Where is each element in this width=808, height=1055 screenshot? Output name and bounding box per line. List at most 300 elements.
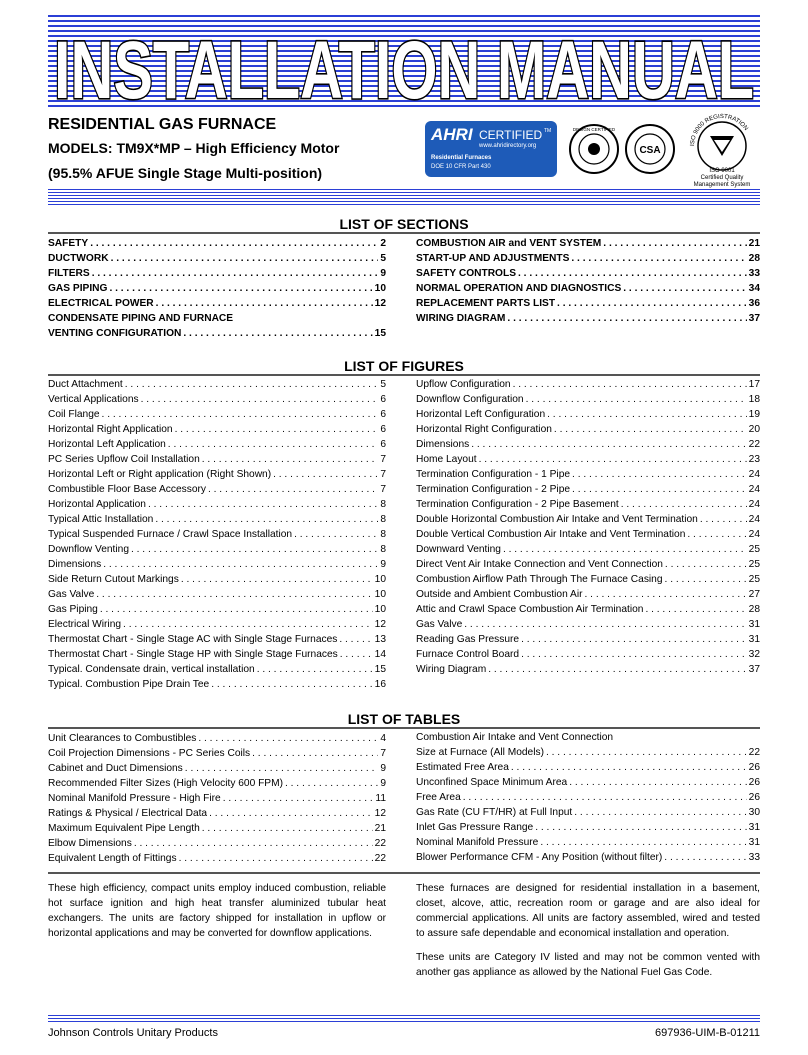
figure-entry [416,602,760,617]
section-entry-page: 21 [748,238,760,249]
section-entry-page: 5 [380,253,386,264]
section-entry [48,251,386,266]
table-entry-label: Estimated Free Area [416,762,509,773]
figure-entry-page: 37 [748,664,760,675]
figure-entry-page: 20 [748,424,760,435]
dot-leader [141,392,379,407]
section-entry [416,311,760,326]
figure-entry [48,677,386,692]
table-entry-page: 9 [380,778,386,789]
figure-entry-page: 9 [380,559,386,570]
figure-entry-label: Horizontal Left Application [48,439,166,450]
dot-leader [603,236,746,251]
table-entry-label: Elbow Dimensions [48,838,132,849]
figure-entry-label: Furnace Control Board [416,649,520,660]
figure-entry-page: 23 [748,454,760,465]
figure-entry [48,572,386,587]
intro-rule [48,872,760,874]
figure-entry-label: Typical Attic Installation [48,514,154,525]
table-entry-page: 26 [748,777,760,788]
table-entry [416,850,760,865]
dot-leader [507,311,746,326]
dot-leader [175,422,379,437]
figure-entry-label: Horizontal Left or Right application (Right Shown) [48,469,272,480]
figure-entry-page: 8 [380,514,386,525]
figure-entry-label: Termination Configuration - 2 Pipe [416,484,571,495]
dot-leader [557,296,747,311]
figure-entry [48,392,386,407]
figure-entry-label: Gas Valve [48,589,95,600]
dot-leader [211,677,372,692]
table-entry [48,731,386,746]
figure-entry-page: 15 [374,664,386,675]
section-entry [416,281,760,296]
figure-entry-page: 17 [748,379,760,390]
section-entry-page: 9 [380,268,386,279]
dot-leader [252,746,378,761]
dot-leader [554,422,747,437]
figure-entry [416,497,760,512]
table-entry-page: 4 [380,733,386,744]
section-entry-label: VENTING CONFIGURATION [48,328,182,339]
dot-leader [131,542,378,557]
dot-leader [463,790,747,805]
figures-rule [48,374,760,376]
figure-entry-page: 31 [748,619,760,630]
figure-entry-page: 28 [748,604,760,615]
figure-entry-page: 18 [748,394,760,405]
table-entry [48,806,386,821]
figure-entry-label: Dimensions [48,559,102,570]
table-entry-label: Coil Projection Dimensions - PC Series Coils [48,748,251,759]
figure-entry [48,557,386,572]
figure-entry-page: 24 [748,529,760,540]
figure-entry-page: 19 [748,409,760,420]
dot-leader [572,482,747,497]
figure-entry-label: Typical. Combustion Pipe Drain Tee [48,679,210,690]
table-entry-label: Unconfined Space Minimum Area [416,777,568,788]
dot-leader [521,647,747,662]
figure-entry-label: Attic and Crawl Space Combustion Air Termination [416,604,644,615]
figure-entry [48,422,386,437]
footer-company: Johnson Controls Unitary Products [48,1027,218,1039]
tables-left-column [48,731,386,866]
table-entry-page: 11 [375,793,386,804]
table-entry-label: Unit Clearances to Combustibles [48,733,197,744]
figure-entry [416,527,760,542]
section-entry-label: GAS PIPING [48,283,108,294]
intro-right-paragraph-1: These furnaces are designed for residential installation in a basement, closet, alcove, attic, recreation room or garage and are also ideal for commercial applications. All units are factory assembled, wired and tested to assure safe dependable and economical installation and operation. [416,883,760,939]
dot-leader [294,527,378,542]
table-entry [48,761,386,776]
dot-leader [181,572,373,587]
dot-leader [540,835,746,850]
figure-entry [416,647,760,662]
figure-entry [48,587,386,602]
section-entry-label: DUCTWORK [48,253,109,264]
table-entry-page: 30 [748,807,760,818]
table-entry-label: Cabinet and Duct Dimensions [48,763,183,774]
figure-entry-label: Horizontal Application [48,499,146,510]
figure-entry [48,602,386,617]
section-entry-page: 33 [748,268,760,279]
figure-entry [48,527,386,542]
iso-arc-text: ISO 9000 REGISTRATION [689,113,749,147]
figure-entry-label: Horizontal Right Configuration [416,424,552,435]
figure-entry [48,617,386,632]
figure-entry [48,542,386,557]
dot-leader [488,662,746,677]
table-entry-label: Recommended Filter Sizes (High Velocity 600 FPM) [48,778,283,789]
figure-entry-page: 10 [374,589,386,600]
table-entry-line1: Combustion Air Intake and Vent Connection [416,732,614,743]
dot-leader [155,512,378,527]
figure-entry-label: Termination Configuration - 2 Pipe Basement [416,499,619,510]
table-entry [416,790,760,805]
figure-entry-label: Home Layout [416,454,477,465]
section-entry-label: NORMAL OPERATION AND DIAGNOSTICS [416,283,622,294]
dot-leader [179,851,373,866]
figure-entry-page: 16 [374,679,386,690]
table-entry-label: Blower Performance CFM - Any Position (without filter) [416,852,663,863]
models-line: MODELS: TM9X*MP – High Efficiency Motor [48,140,340,156]
section-entry [48,326,386,341]
table-entry-label: Gas Rate (CU FT/HR) at Full Input [416,807,573,818]
figure-entry-page: 14 [374,649,386,660]
figure-entry-label: Typical Suspended Furnace / Crawl Space Installation [48,529,293,540]
table-entry-label: Free Area [416,792,461,803]
figure-entry-label: Thermostat Chart - Single Stage HP with Single Stage Furnaces [48,649,338,660]
table-entry-label: Maximum Equivalent Pipe Length [48,823,200,834]
dot-leader [134,836,373,851]
figure-entry-page: 7 [380,454,386,465]
tables-title: LIST OF TABLES [347,711,461,727]
table-entry-page: 22 [748,747,760,758]
figure-entry-label: Vertical Applications [48,394,139,405]
dot-leader [123,617,373,632]
csa-seal [624,119,676,179]
section-entry [416,296,760,311]
figure-entry-label: Downflow Configuration [416,394,524,405]
table-entry [48,836,386,851]
dot-leader [109,281,372,296]
figure-entry [48,377,386,392]
section-entry-label: COMBUSTION AIR and VENT SYSTEM [416,238,602,249]
section-entry-page: 36 [748,298,760,309]
table-entry-label: Size at Furnace (All Models) [416,747,544,758]
table-entry-page: 33 [748,852,760,863]
section-entry-page: 28 [748,253,760,264]
figure-entry-label: Horizontal Right Application [48,424,173,435]
section-entry-page: 2 [380,238,386,249]
figure-entry [416,467,760,482]
efficiency-line: (95.5% AFUE Single Stage Multi-position) [48,165,323,181]
figure-entry [416,557,760,572]
dot-leader [621,497,747,512]
figure-entry [416,542,760,557]
dot-leader [511,760,747,775]
dot-leader [100,602,373,617]
table-entry-label: Equivalent Length of Fittings [48,853,177,864]
dot-leader [202,452,379,467]
intro-right-paragraph-2: These units are Category IV listed and may not be common vented with another gas appliance as allowed by the National Fuel Gas Code. [416,952,760,978]
dot-leader [125,377,379,392]
section-entry-page: 12 [374,298,386,309]
dot-leader [585,587,747,602]
table-entry-label: Inlet Gas Pressure Range [416,822,534,833]
table-entry-page: 26 [748,792,760,803]
figure-entry-page: 6 [380,409,386,420]
ahri-line1-text: Residential Furnaces [431,155,492,161]
section-entry-page: 10 [374,283,386,294]
dot-leader [526,392,747,407]
dot-leader [546,745,747,760]
ahri-line2-text: DOE 10 CFR Part 430 [431,164,491,170]
figure-entry [48,467,386,482]
figure-entry-page: 7 [380,469,386,480]
table-entry-page: 12 [374,808,386,819]
dot-leader [209,806,373,821]
seal1-text: DESIGN CERTIFIED [572,127,616,132]
figure-entry [416,632,760,647]
ahri-tm-text: TM [544,128,552,134]
sections-rule [48,232,760,234]
figure-entry-label: Termination Configuration - 1 Pipe [416,469,571,480]
dot-leader [645,602,746,617]
section-entry-page: 15 [374,328,386,339]
iso-line1: ISO 9001 [709,168,735,174]
sections-title: LIST OF SECTIONS [339,216,469,232]
table-entry [416,760,760,775]
dot-leader [535,820,746,835]
figure-entry-page: 25 [748,544,760,555]
figure-entry-label: Wiring Diagram [416,664,487,675]
figure-entry-page: 8 [380,499,386,510]
table-entry-label: Nominal Manifold Pressure - High Fire [48,793,221,804]
section-entry-label: SAFETY CONTROLS [416,268,516,279]
figure-entry-page: 8 [380,544,386,555]
dot-leader [664,850,746,865]
dot-leader [547,407,747,422]
section-entry [48,236,386,251]
figure-entry [48,452,386,467]
table-entry-page: 9 [380,763,386,774]
table-entry [48,851,386,866]
figure-entry-label: Combustion Airflow Path Through The Furnace Casing [416,574,663,585]
table-entry [416,775,760,790]
dot-leader [665,572,747,587]
dot-leader [208,482,378,497]
figure-entry [416,452,760,467]
figure-entry-page: 31 [748,634,760,645]
table-entry-page: 31 [748,822,760,833]
figure-entry-page: 5 [380,379,386,390]
figure-entry [416,377,760,392]
dot-leader [148,497,378,512]
figure-entry-label: Thermostat Chart - Single Stage AC with Single Stage Furnaces [48,634,338,645]
dot-leader [102,407,379,422]
figure-entry-label: Side Return Cutout Markings [48,574,179,585]
figure-entry-label: Direct Vent Air Intake Connection and Vent Connection [416,559,663,570]
table-entry-label: Nominal Manifold Pressure [416,837,539,848]
dot-leader [571,251,746,266]
figure-entry-page: 6 [380,394,386,405]
section-entry-label: START-UP AND ADJUSTMENTS [416,253,570,264]
ahri-brand-text: AHRI [431,125,473,144]
figure-entry-page: 24 [748,469,760,480]
figure-entry-label: Upflow Configuration [416,379,511,390]
figure-entry-page: 6 [380,439,386,450]
dot-leader [339,632,372,647]
figure-entry-page: 27 [748,589,760,600]
figure-entry [48,482,386,497]
figure-entry-page: 6 [380,424,386,435]
dot-leader [96,587,372,602]
sections-right-column [416,236,760,326]
figure-entry-page: 32 [748,649,760,660]
dot-leader [574,805,746,820]
dot-leader [665,557,747,572]
table-entry-page: 22 [374,838,386,849]
figure-entry [416,437,760,452]
dot-leader [518,266,747,281]
table-entry [48,776,386,791]
figure-entry-label: Downflow Venting [48,544,129,555]
section-entry [416,266,760,281]
dot-leader [340,647,373,662]
table-entry-page: 7 [380,748,386,759]
tables-right-column [416,730,760,865]
figure-entry [416,407,760,422]
figure-entry [416,662,760,677]
section-entry-label: WIRING DIAGRAM [416,313,506,324]
dot-leader [257,662,373,677]
figure-entry-label: Gas Piping [48,604,98,615]
figure-entry-page: 24 [748,514,760,525]
table-entry-page: 21 [374,823,386,834]
figure-entry [416,512,760,527]
section-entry-label: FILTERS [48,268,90,279]
figure-entry [48,662,386,677]
iso-registration-logo [682,112,762,190]
dot-leader [103,557,378,572]
table-entry [48,821,386,836]
section-entry [48,281,386,296]
tables-rule [48,727,760,729]
figure-entry-label: Coil Flange [48,409,100,420]
dot-leader [687,527,746,542]
dot-leader [285,776,378,791]
figure-entry-page: 10 [374,604,386,615]
figure-entry-page: 13 [374,634,386,645]
section-entry [416,251,760,266]
figure-entry [48,632,386,647]
iso-line2: Certified Quality [700,175,744,181]
figures-title: LIST OF FIGURES [344,358,464,374]
figure-entry [416,587,760,602]
figure-entry-label: Gas Valve [416,619,463,630]
figure-entry [48,497,386,512]
section-entry-page: 37 [748,313,760,324]
dot-leader [185,761,379,776]
table-entry [48,746,386,761]
figure-entry-page: 7 [380,484,386,495]
dot-leader [569,775,746,790]
figure-entry-label: Horizontal Left Configuration [416,409,546,420]
figure-entry-page: 25 [748,559,760,570]
table-entry-label: Ratings & Physical / Electrical Data [48,808,208,819]
section-entry-label: ELECTRICAL POWER [48,298,154,309]
iso-line3: Management System [693,182,751,188]
figure-entry-label: Dimensions [416,439,470,450]
ahri-url-text: www.ahridirectory.org [479,143,537,149]
figure-entry-page: 10 [374,574,386,585]
section-entry [416,236,760,251]
figure-entry [48,437,386,452]
figure-entry-label: Double Horizontal Combustion Air Intake and Vent Termination [416,514,698,525]
table-entry [416,820,760,835]
dot-leader [521,632,747,647]
figure-entry-page: 12 [374,619,386,630]
intro-left-paragraph: These high efficiency, compact units employ induced combustion, reliable hot surface ignition and high heat transfer aluminized tubular heat exchangers. The units are factory shipped for installation in upflow or horizontal applications and may be converted for downflow applications. [48,883,386,939]
figure-entry-page: 22 [748,439,760,450]
section-entry [48,296,386,311]
figure-entry [416,617,760,632]
seal2-text: CSA [639,145,661,156]
footer-rule [48,1015,760,1022]
figures-right-column [416,377,760,677]
figure-entry-label: PC Series Upflow Coil Installation [48,454,200,465]
figure-entry [48,512,386,527]
table-entry-page: 26 [748,762,760,773]
table-entry [416,745,760,760]
section-entry [48,266,386,281]
figure-entry-label: Double Vertical Combustion Air Intake and Vent Termination [416,529,686,540]
dot-leader [623,281,746,296]
figure-entry-page: 24 [748,484,760,495]
product-name: RESIDENTIAL GAS FURNACE [48,116,277,133]
figure-entry-label: Typical. Condensate drain, vertical installation [48,664,255,675]
figures-left-column [48,377,386,692]
dot-leader [202,821,373,836]
dot-leader [223,791,374,806]
figure-entry-label: Duct Attachment [48,379,123,390]
ahri-certified-text: CERTIFIED [479,128,543,142]
header-divider-band [48,189,760,205]
figure-entry [416,392,760,407]
dot-leader [700,512,747,527]
figure-entry-page: 8 [380,529,386,540]
figure-entry-page: 24 [748,499,760,510]
figure-entry [416,482,760,497]
sections-left-column [48,236,386,341]
section-entry-line1: CONDENSATE PIPING AND FURNACE [48,313,234,324]
section-entry-label: REPLACEMENT PARTS LIST [416,298,556,309]
dot-leader [90,236,378,251]
dot-leader [183,326,372,341]
figure-entry [48,647,386,662]
dot-leader [572,467,747,482]
dot-leader [464,617,746,632]
dot-leader [168,437,379,452]
table-entry [416,835,760,850]
figure-entry [416,572,760,587]
ahri-certified-logo [425,121,557,177]
figure-entry-label: Reading Gas Pressure [416,634,520,645]
figure-entry-page: 25 [748,574,760,585]
dot-leader [479,452,747,467]
dot-leader [111,251,379,266]
